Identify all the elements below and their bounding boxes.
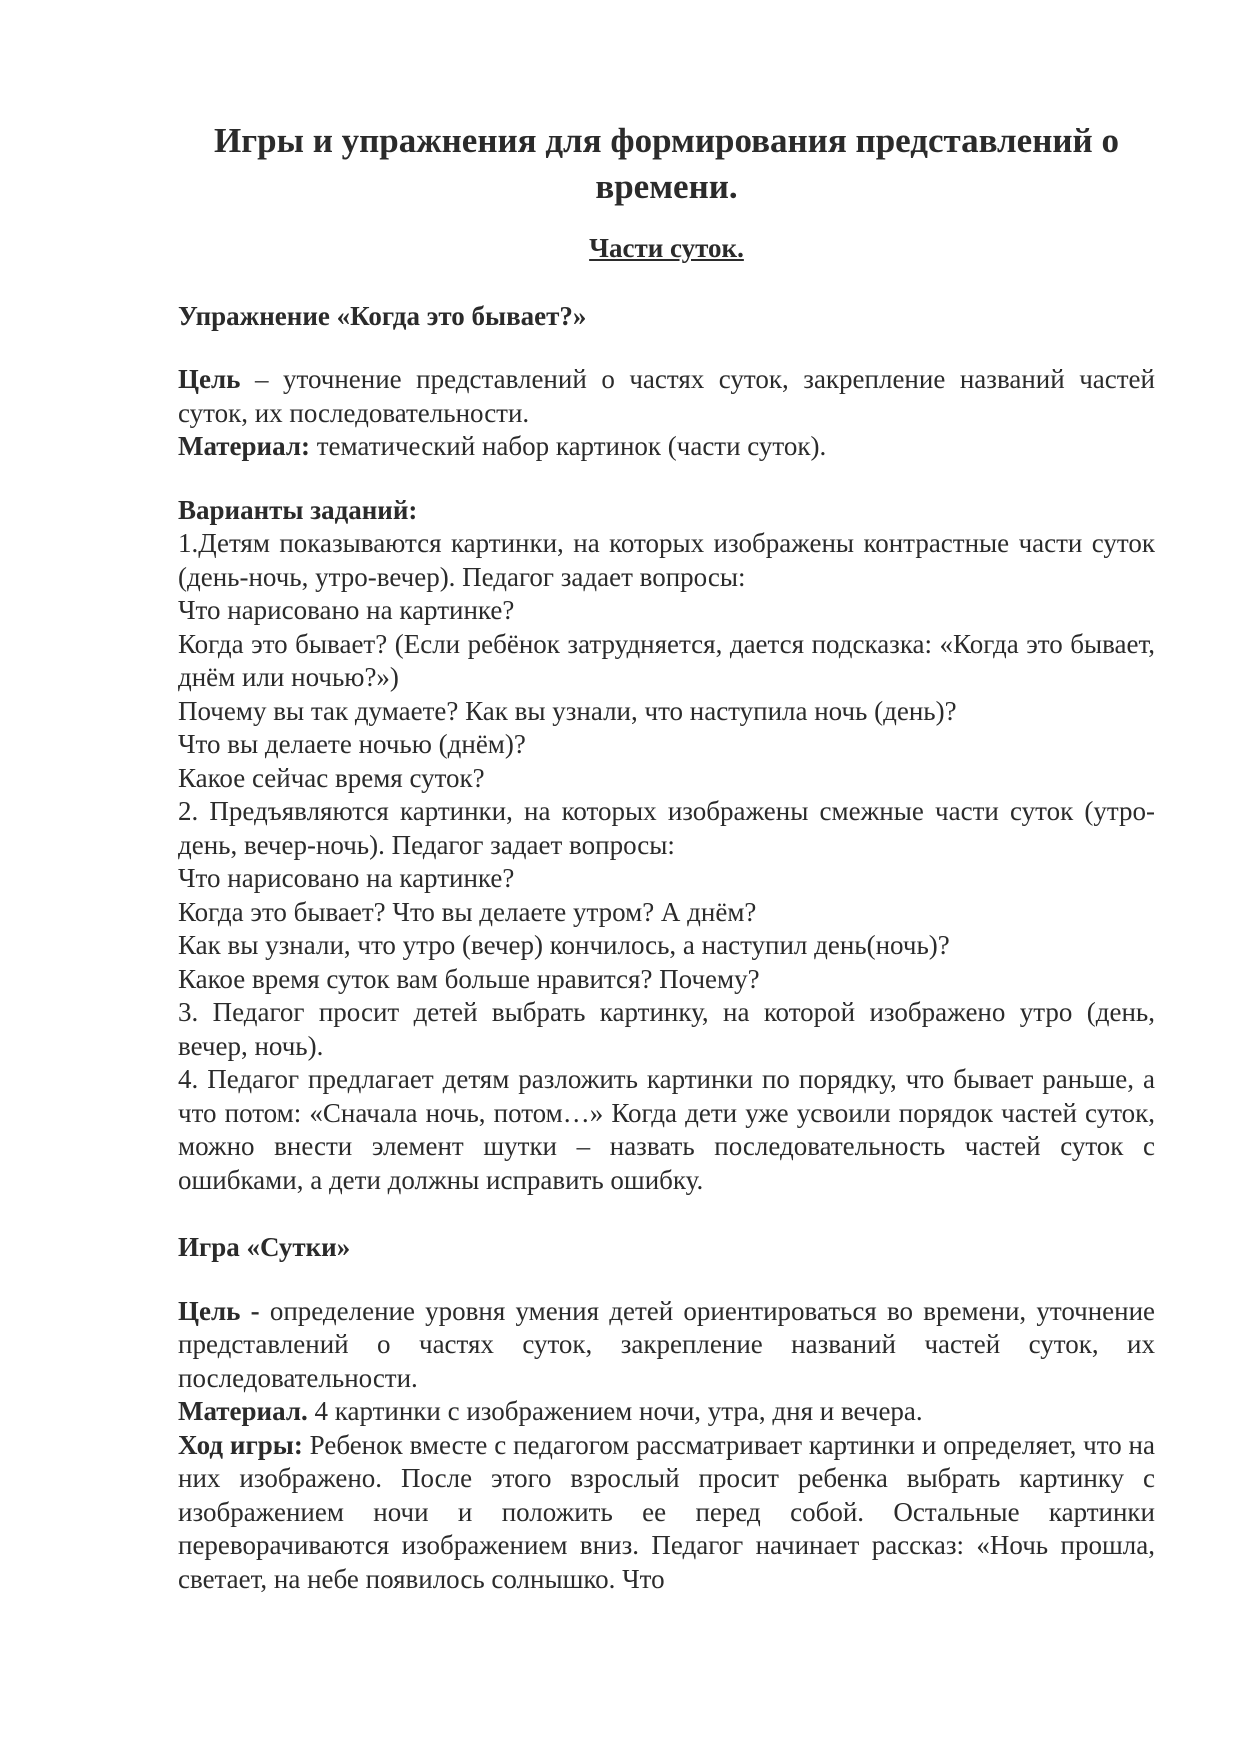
game-material [178,1395,1155,1429]
section-title: Части суток. [589,233,744,263]
document-page [178,118,1155,1596]
variant-line: 4. Педагог предлагает детям разложить картинки по порядку, что бывает раньше, а что потом: «Сначала ночь, потом…» Когда дети уже усвоили порядок частей суток, можно внести элемент шутки – назвать последовательность частей суток с ошибками, а дети должны исправить ошибку. [178,1064,1155,1195]
variant-line: Что вы делаете ночью (днём)? [178,729,526,759]
variant-line: Когда это бывает? Что вы делаете утром? А днём? [178,896,757,927]
variant-line: 2. Предъявляются картинки, на которых изображены смежные части суток (утро-день, вечер-ночь). Педагог задает вопросы: [178,796,1155,860]
variant-line: Что нарисовано на картинке? [178,595,515,625]
variant-line: Почему вы так думаете? Как вы узнали, что наступила ночь (день)? [178,695,957,726]
game-material-label: Материал. [178,1396,308,1426]
game-goal-label: Цель - [178,1295,260,1326]
variant-line: Какое время суток вам больше нравится? Почему? [178,963,760,994]
exercise-material [178,430,1155,464]
variant-line: Как вы узнали, что утро (вечер) кончилось, а наступил день(ночь)? [178,930,950,960]
game-course [178,1429,1155,1597]
game-heading: Игра «Сутки» [178,1232,351,1262]
exercise-material-text: тематический набор картинок (части суток). [309,431,827,461]
game-course-label: Ход игры: [178,1429,303,1460]
exercise-goal [178,363,1155,430]
variant-line: Что нарисовано на картинке? [178,863,515,893]
document-title: Игры и упражнения для формирования представлений о времени. [214,121,1119,206]
variant-line: Когда это бывает? (Если ребёнок затрудняется, дается подсказка: «Когда это бывает, днём или ночью?») [178,628,1155,692]
exercise-material-label: Материал: [178,431,310,461]
exercise-heading: Упражнение «Когда это бывает?» [178,300,587,331]
game-material-text: 4 картинки с изображением ночи, утра, дня и вечера. [307,1396,923,1426]
game-course-text: Ребенок вместе с педагогом рассматривает картинки и определяет, что на них изображено. После этого взрослый просит ребенка выбрать картинку с изображением ночи и положить ее перед собой. Остальные картинки переворачиваются изображением вниз. Педагог начинает рассказ: «Ночь прошла, светает, на небе появилось солнышко. Что [178,1429,1155,1594]
variant-line: 1.Детям показываются картинки, на которых изображены контрастные части суток (день-ночь, утро-вечер). Педагог задает вопросы: [178,528,1155,592]
exercise-goal-label: Цель [178,364,241,394]
game-goal [178,1295,1155,1396]
variant-line: 3. Педагог просит детей выбрать картинку, на которой изображено утро (день, вечер, ночь). [178,997,1155,1061]
game-goal-text: определение уровня умения детей ориентироваться во времени, уточнение представлений о частях суток, закрепление названий частей суток, их последовательности. [178,1295,1156,1393]
variant-line: Какое сейчас время суток? [178,762,485,793]
variants-heading: Варианты заданий: [178,494,418,525]
exercise-goal-text: – уточнение представлений о частях суток, закрепление названий частей суток, их последовательности. [178,364,1155,428]
